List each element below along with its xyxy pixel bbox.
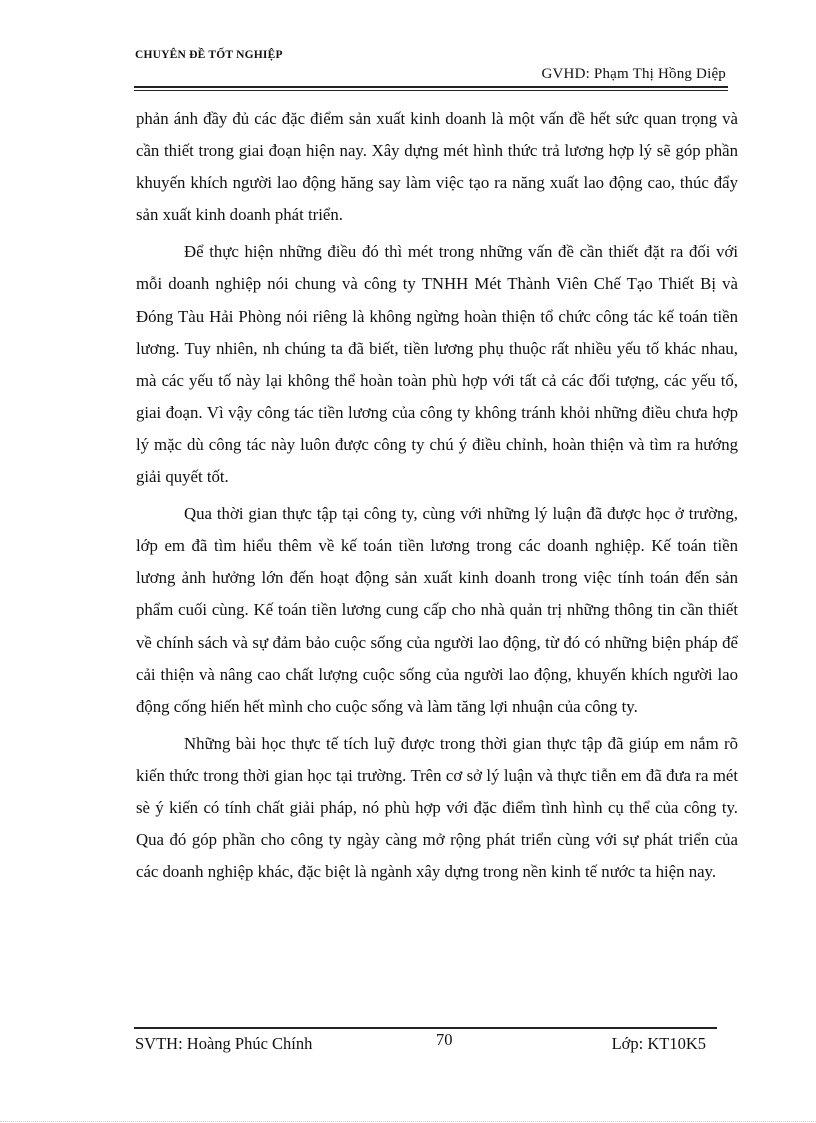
header-title: CHUYÊN ĐỀ TỐT NGHIỆP — [135, 49, 283, 61]
page-edge-divider — [0, 1121, 816, 1122]
header-divider — [134, 86, 728, 91]
footer-class: Lớp: KT10K5 — [611, 1034, 706, 1053]
page-number: 70 — [436, 1030, 453, 1049]
footer-student: SVTH: Hoàng Phúc Chính — [135, 1034, 313, 1053]
paragraph: Qua thời gian thực tập tại công ty, cùng với những lý luận đã được học ở trường, lớp em đã tìm hiểu thêm về kế toán tiền lương trong các doanh nghiệp. Kế toán tiền lương ảnh hưởng lớn đến hoạt động sản xuất kinh doanh trong việc tính toán đến sản phẩm cuối cùng. Kế toán tiền lương cung cấp cho nhà quản trị những thông tin cần thiết về chính sách và sự đảm bảo cuộc sống của người lao động, từ đó có những biện pháp để cải thiện và nâng cao chất lượng cuộc sống của người lao động, khuyến khích người lao động cống hiến hết mình cho cuộc sống và làm tăng lợi nhuận của công ty. — [136, 504, 738, 716]
paragraph: Để thực hiện những điều đó thì mét trong những vấn đề cần thiết đặt ra đối với mỗi doanh nghiệp nói chung và công ty TNHH Mét Thành Viên Chế Tạo Thiết Bị và Đóng Tàu Hải Phòng nói riêng là không ngừng hoàn thiện tổ chức công tác kế toán tiền lương. Tuy nhiên, nh chúng ta đã biết, tiền lương phụ thuộc rất nhiều yếu tố khác nhau, mà các yếu tố này lại không thể hoàn toàn phù hợp với tất cả các đối tượng, các yếu tố, giai đoạn. Vì vậy công tác tiền lương của công ty không tránh khỏi những điều chưa hợp lý mặc dù công tác này luôn được công ty chú ý điều chỉnh, hoàn thiện và tìm ra hướng giải quyết tốt. — [136, 242, 738, 487]
paragraph: Những bài học thực tế tích luỹ được trong thời gian thực tập đã giúp em nắm rõ kiến thức trong thời gian học tại trường. Trên cơ sở lý luận và thực tiễn em đã đưa ra mét sè ý kiến có tính chất giải pháp, nó phù hợp với đặc điểm tình hình cụ thể của công ty. Qua đó góp phần cho công ty ngày càng mở rộng phát triển cùng với sự phát triển của các doanh nghiệp khác, đặc biệt là ngành xây dựng trong nền kinh tế nước ta hiện nay. — [136, 733, 738, 882]
paragraph-continuation: phản ánh đầy đủ các đặc điểm sản xuất kinh doanh là một vấn đề hết sức quan trọng và cần thiết trong giai đoạn hiện nay. Xây dựng mét hình thức trả lương hợp lý sẽ góp phần khuyến khích người lao động hăng say làm việc tạo ra năng xuất lao động cao, thúc đẩy sản xuất kinh doanh phát triển. — [136, 109, 738, 225]
header-advisor: GVHD: Phạm Thị Hồng Diệp — [541, 66, 726, 82]
body-text — [136, 103, 738, 888]
footer-divider — [134, 1027, 717, 1029]
